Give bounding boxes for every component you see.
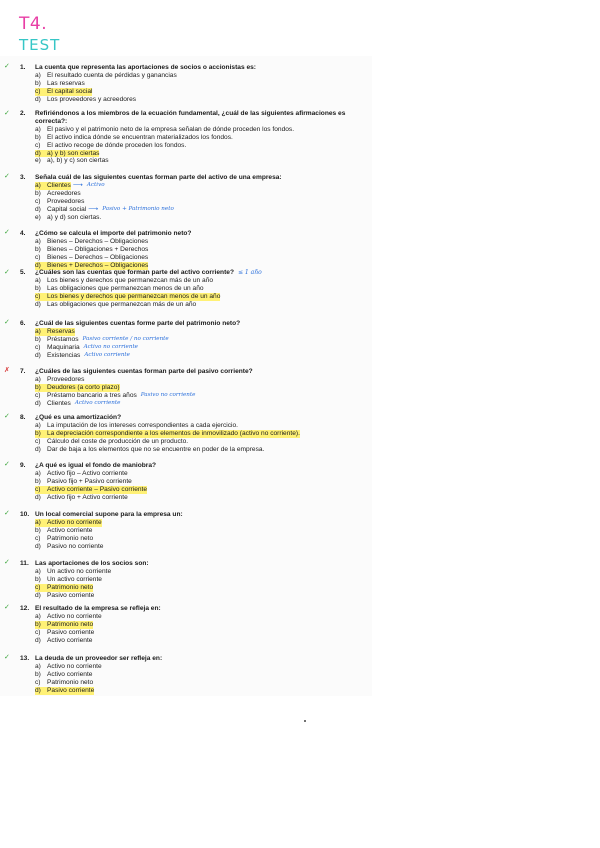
answer-option	[20, 246, 370, 254]
option-letter: b)	[35, 133, 41, 141]
answer-option	[20, 400, 370, 408]
arrow-icon: ⟶	[88, 205, 99, 213]
option-text: Pasivo fijo + Pasivo corriente	[47, 477, 132, 485]
answer-option	[20, 96, 370, 104]
question-text-content: Señala cuál de las siguientes cuentas forman parte del activo de una empresa:	[35, 174, 282, 181]
option-text: a) y b) son ciertas	[47, 149, 100, 157]
option-text: Patrimonio neto	[47, 678, 94, 686]
answer-option	[20, 621, 370, 629]
answer-option	[20, 663, 370, 671]
question-block	[20, 269, 370, 309]
option-text: Los proveedores y acreedores	[47, 95, 137, 103]
check-mark-icon: ✓	[4, 413, 10, 420]
option-text: El capital social	[47, 87, 93, 95]
question-header	[20, 269, 370, 277]
option-text: Bienes – Derechos – Obligaciones	[47, 253, 149, 261]
question-text-content: El resultado de la empresa se refleja en:	[35, 605, 161, 612]
check-mark-icon: ✓	[4, 461, 10, 468]
answer-option	[20, 150, 370, 158]
option-letter: d)	[35, 300, 41, 308]
option-text: Activo corriente	[47, 526, 93, 534]
option-letter: c)	[35, 197, 41, 205]
option-text: Préstamos	[47, 335, 79, 343]
option-text: Dar de baja a los elementos que no se encuentre en poder de la empresa.	[47, 445, 265, 453]
option-letter: b)	[35, 335, 41, 343]
question-text	[35, 174, 370, 182]
answer-option	[20, 494, 370, 502]
question-text	[35, 414, 370, 422]
option-letter: c)	[35, 88, 47, 96]
handwritten-note: Pasivo no corriente	[140, 391, 196, 398]
question-number: 9.	[20, 462, 26, 469]
stray-mark	[304, 720, 306, 722]
check-mark-icon: ✓	[4, 559, 10, 566]
option-letter: d)	[35, 150, 47, 158]
option-letter: d)	[35, 445, 41, 453]
option-letter: d)	[35, 687, 47, 695]
answer-option	[20, 238, 370, 246]
answer-option	[20, 679, 370, 687]
answer-option	[20, 392, 370, 400]
option-letter: c)	[35, 534, 41, 542]
option-letter: c)	[35, 486, 47, 494]
check-mark-icon: ✓	[4, 110, 10, 117]
question-text	[35, 230, 370, 238]
answer-option	[20, 384, 370, 392]
question-header	[20, 655, 370, 663]
option-text: El activo recoge de dónde proceden los fondos.	[47, 141, 187, 149]
option-letter: a)	[35, 662, 41, 670]
check-mark-icon: ✓	[4, 269, 10, 276]
question-text	[35, 269, 370, 277]
answer-option	[20, 470, 370, 478]
question-text-content: Refiriéndonos a los miembros de la ecuación fundamental, ¿cuál de las siguientes afirmaciones es correcta?:	[35, 110, 346, 125]
option-text: Proveedores	[47, 197, 85, 205]
answer-option	[20, 568, 370, 576]
option-letter: a)	[35, 612, 41, 620]
option-text: Las obligaciones que permanezcan más de un año	[47, 300, 197, 308]
question-header	[20, 320, 370, 328]
option-letter: c)	[35, 628, 41, 636]
question-number: 10.	[20, 511, 30, 518]
question-block	[20, 64, 370, 104]
handwritten-note: Activo no corriente	[83, 343, 138, 350]
handwritten-note: Activo corriente	[74, 399, 121, 406]
answer-option	[20, 88, 370, 96]
question-number: 13.	[20, 655, 30, 662]
option-text: Patrimonio neto	[47, 534, 94, 542]
answer-option	[20, 198, 370, 206]
question-number: 5.	[20, 269, 26, 276]
option-letter: d)	[35, 95, 41, 103]
option-text: a), b) y c) son ciertas	[47, 157, 109, 165]
answer-option	[20, 344, 370, 352]
option-text: Patrimonio neto	[47, 620, 94, 628]
question-block	[20, 174, 370, 221]
answer-option	[20, 182, 370, 190]
option-text: Un activo no corriente	[47, 567, 112, 575]
question-number: 7.	[20, 368, 26, 375]
option-text: Préstamo bancario a tres años	[47, 391, 137, 399]
option-letter: c)	[35, 343, 41, 351]
question-text-content: La cuenta que representa las aportaciones de socios o accionistas es:	[35, 64, 256, 71]
option-text: Clientes	[47, 181, 71, 189]
option-text: El pasivo y el patrimonio neto de la empresa señalan de dónde proceden los fondos.	[47, 125, 295, 133]
option-text: Las obligaciones que permanezcan menos de un año	[47, 284, 204, 292]
option-text: Reservas	[47, 327, 75, 335]
option-text: La depreciación correspondiente a los elementos de inmovilizado (activo no corriente).	[47, 429, 300, 437]
option-letter: c)	[35, 141, 41, 149]
option-letter: d)	[35, 351, 41, 359]
option-letter: d)	[35, 493, 41, 501]
option-text: Maquinaria	[47, 343, 80, 351]
option-text: Los bienes y derechos que permanezcan más de un año	[47, 276, 214, 284]
question-text	[35, 320, 370, 328]
question-header	[20, 462, 370, 470]
answer-option	[20, 293, 370, 301]
question-text	[35, 462, 370, 470]
option-letter: a)	[35, 328, 47, 336]
option-text: Clientes	[47, 399, 71, 407]
question-header	[20, 605, 370, 613]
answer-option	[20, 629, 370, 637]
question-block	[20, 605, 370, 645]
option-letter: b)	[35, 79, 41, 87]
question-header	[20, 110, 370, 126]
answer-option	[20, 134, 370, 142]
question-text	[35, 368, 370, 376]
answer-option	[20, 637, 370, 645]
check-mark-icon: ✓	[4, 604, 10, 611]
option-text: El resultado cuenta de pérdidas y ganancias	[47, 71, 177, 79]
question-text	[35, 605, 370, 613]
question-number: 8.	[20, 414, 26, 421]
answer-option	[20, 576, 370, 584]
option-text: Las reservas	[47, 79, 85, 87]
answer-option	[20, 438, 370, 446]
question-number: 4.	[20, 230, 26, 237]
option-letter: a)	[35, 519, 47, 527]
handwritten-note: Activo corriente	[84, 351, 130, 358]
answer-option	[20, 142, 370, 150]
option-letter: a)	[35, 125, 41, 133]
answer-option	[20, 328, 370, 336]
question-number: 1.	[20, 64, 26, 71]
option-letter: e)	[35, 157, 41, 165]
answer-option	[20, 543, 370, 551]
option-letter: d)	[35, 262, 47, 270]
option-text: Activo fijo – Activo corriente	[47, 469, 128, 477]
option-text: Patrimonio neto	[47, 583, 94, 591]
option-text: Activo corriente	[47, 636, 93, 644]
answer-option	[20, 486, 370, 494]
arrow-icon: ⟶	[72, 181, 83, 189]
option-letter: b)	[35, 621, 47, 629]
answer-option	[20, 301, 370, 309]
answer-option	[20, 446, 370, 454]
check-mark-icon: ✓	[4, 63, 10, 70]
option-letter: b)	[35, 670, 41, 678]
option-letter: c)	[35, 253, 41, 261]
option-text: Activo no corriente	[47, 612, 102, 620]
answer-option	[20, 254, 370, 262]
handwritten-note: Activo	[86, 181, 105, 188]
check-mark-icon: ✓	[4, 173, 10, 180]
option-text: Pasivo no corriente	[47, 542, 104, 550]
option-text: Bienes – Obligaciones + Derechos	[47, 245, 149, 253]
check-mark-icon: ✓	[4, 510, 10, 517]
option-letter: a)	[35, 421, 41, 429]
question-text-content: La deuda de un proveedor ser refleja en:	[35, 655, 163, 662]
question-header	[20, 64, 370, 72]
option-letter: a)	[35, 182, 47, 190]
option-letter: c)	[35, 391, 41, 399]
option-letter: b)	[35, 189, 41, 197]
option-text: Los bienes y derechos que permanezcan menos de un año	[47, 292, 221, 300]
option-letter: b)	[35, 245, 41, 253]
answer-option	[20, 478, 370, 486]
option-letter: a)	[35, 237, 41, 245]
option-letter: a)	[35, 375, 41, 383]
option-text: Pasivo corriente	[47, 628, 95, 636]
option-text: Capital social	[47, 205, 87, 213]
question-number: 6.	[20, 320, 26, 327]
check-mark-icon: ✓	[4, 654, 10, 661]
answer-option	[20, 422, 370, 430]
question-block	[20, 414, 370, 454]
option-letter: b)	[35, 575, 41, 583]
question-block	[20, 110, 370, 165]
option-letter: d)	[35, 636, 41, 644]
answer-option	[20, 285, 370, 293]
question-block	[20, 560, 370, 600]
option-letter: a)	[35, 71, 41, 79]
option-letter: b)	[35, 526, 41, 534]
question-block	[20, 511, 370, 551]
answer-option	[20, 126, 370, 134]
question-header	[20, 368, 370, 376]
option-letter: a)	[35, 469, 41, 477]
option-letter: a)	[35, 276, 41, 284]
question-header	[20, 174, 370, 182]
question-text-content: ¿A qué es igual el fondo de maniobra?	[35, 462, 157, 469]
check-mark-icon: ✓	[4, 319, 10, 326]
question-block	[20, 655, 370, 695]
option-letter: d)	[35, 542, 41, 550]
answer-option	[20, 592, 370, 600]
question-block	[20, 230, 370, 270]
option-text: Cálculo del coste de producción de un producto.	[47, 437, 189, 445]
option-text: Existencias	[47, 351, 81, 359]
question-block	[20, 368, 370, 408]
option-letter: c)	[35, 678, 41, 686]
option-text: Activo no corriente	[47, 518, 102, 526]
question-text	[35, 511, 370, 519]
option-text: a) y d) son ciertas.	[47, 213, 102, 221]
question-header	[20, 560, 370, 568]
option-text: Activo corriente – Pasivo corriente	[47, 485, 148, 493]
answer-option	[20, 671, 370, 679]
answer-option	[20, 687, 370, 695]
question-text	[35, 64, 370, 72]
option-letter: b)	[35, 477, 41, 485]
answer-option	[20, 214, 370, 222]
question-block	[20, 462, 370, 502]
answer-option	[20, 584, 370, 592]
question-text	[35, 110, 370, 126]
option-text: Pasivo corriente	[47, 591, 95, 599]
handwritten-note: ≤ 1 año	[237, 269, 262, 276]
option-text: Bienes + Derechos – Obligaciones	[47, 261, 149, 269]
question-text-content: ¿Cuáles de las siguientes cuentas forman parte del pasivo corriente?	[35, 368, 253, 375]
option-text: Pasivo corriente	[47, 686, 95, 694]
answer-option	[20, 352, 370, 360]
answer-option	[20, 277, 370, 285]
option-letter: c)	[35, 584, 47, 592]
answer-option	[20, 206, 370, 214]
page-subtitle: TEST	[19, 36, 61, 54]
option-letter: c)	[35, 293, 47, 301]
page-title: T4.	[19, 14, 48, 34]
question-text-content: Las aportaciones de los socios son:	[35, 560, 149, 567]
answer-option	[20, 157, 370, 165]
option-text: Un activo corriente	[47, 575, 102, 583]
question-text	[35, 655, 370, 663]
option-text: Acreedores	[47, 189, 81, 197]
option-letter: b)	[35, 430, 47, 438]
option-text: La imputación de los intereses correspondientes a cada ejercicio.	[47, 421, 238, 429]
question-number: 2.	[20, 110, 26, 117]
answer-option	[20, 535, 370, 543]
option-letter: b)	[35, 284, 41, 292]
option-letter: c)	[35, 437, 41, 445]
answer-option	[20, 80, 370, 88]
question-text-content: ¿Cuáles son las cuentas que forman parte del activo corriente?	[35, 269, 234, 276]
question-text-content: Un local comercial supone para la empresa un:	[35, 511, 183, 518]
question-text-content: ¿Cómo se calcula el importe del patrimonio neto?	[35, 230, 192, 237]
question-text-content: ¿Cuál de las siguientes cuentas forme parte del patrimonio neto?	[35, 320, 241, 327]
option-letter: a)	[35, 567, 41, 575]
option-text: Bienes – Derechos – Obligaciones	[47, 237, 149, 245]
answer-option	[20, 519, 370, 527]
option-letter: e)	[35, 213, 41, 221]
cross-mark-icon: ✗	[4, 367, 10, 374]
option-letter: b)	[35, 384, 47, 392]
question-number: 11.	[20, 560, 29, 567]
check-mark-icon: ✓	[4, 229, 10, 236]
question-text	[35, 560, 370, 568]
question-header	[20, 230, 370, 238]
option-text: Activo corriente	[47, 670, 93, 678]
handwritten-note: Pasivo + Patrimonio neto	[102, 205, 174, 212]
option-text: Activo fijo + Activo corriente	[47, 493, 128, 501]
answer-option	[20, 613, 370, 621]
answer-option	[20, 430, 370, 438]
question-number: 3.	[20, 174, 26, 181]
option-text: Proveedores	[47, 375, 85, 383]
question-text-content: ¿Qué es una amortización?	[35, 414, 122, 421]
answer-option	[20, 72, 370, 80]
handwritten-note: Pasivo corriente / no corriente	[82, 335, 169, 342]
question-block	[20, 320, 370, 360]
option-text: El activo indica dónde se encuentran materializados los fondos.	[47, 133, 233, 141]
answer-option	[20, 376, 370, 384]
option-text: Activo no corriente	[47, 662, 102, 670]
answer-option	[20, 190, 370, 198]
question-header	[20, 414, 370, 422]
answer-option	[20, 527, 370, 535]
question-number: 12.	[20, 605, 30, 612]
answer-option	[20, 336, 370, 344]
option-text: Deudores (a corto plazo)	[47, 383, 120, 391]
option-letter: d)	[35, 205, 41, 213]
question-header	[20, 511, 370, 519]
option-letter: d)	[35, 591, 41, 599]
option-letter: d)	[35, 399, 41, 407]
